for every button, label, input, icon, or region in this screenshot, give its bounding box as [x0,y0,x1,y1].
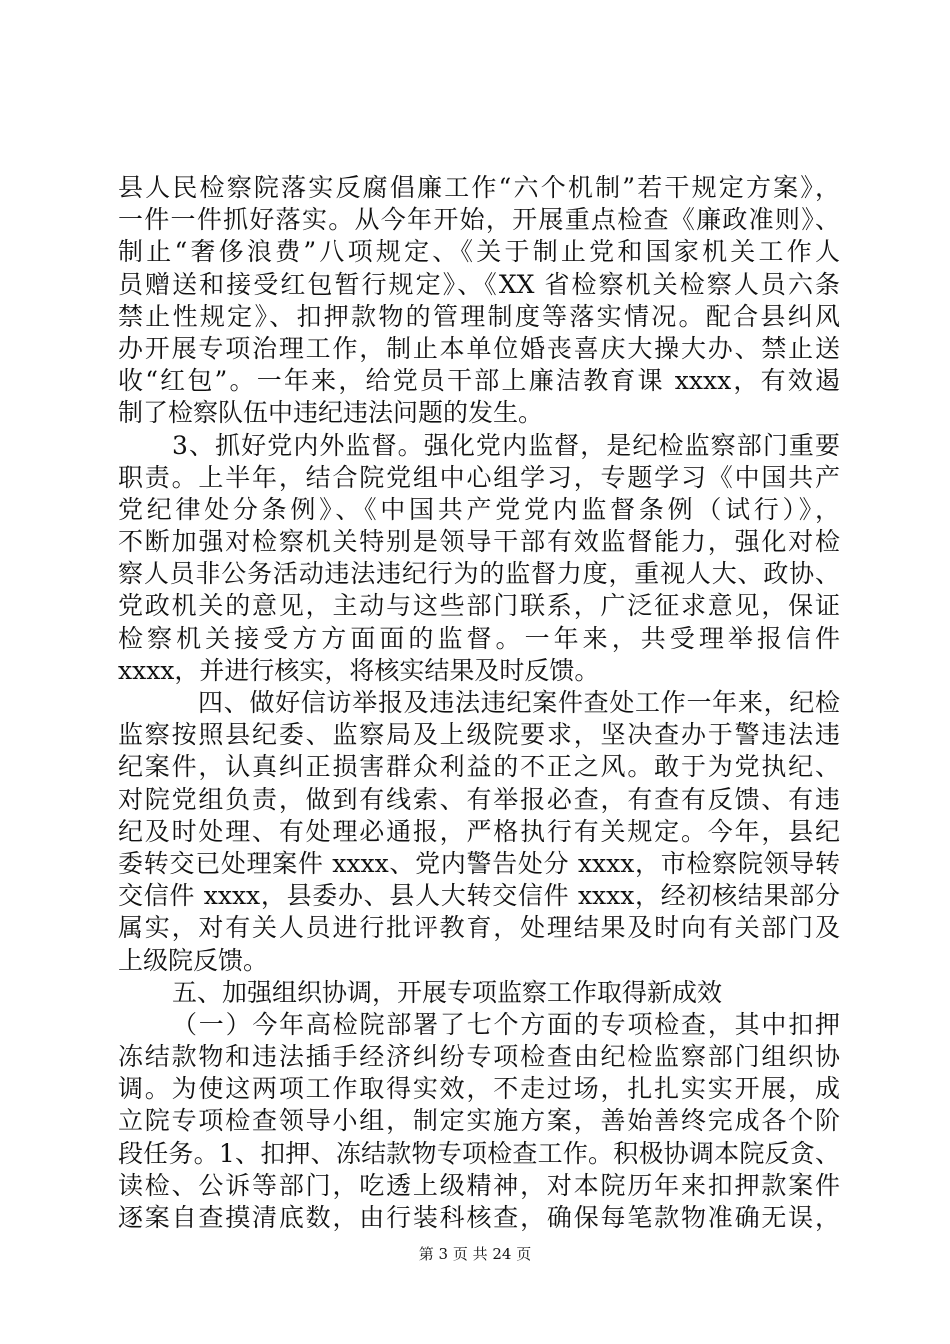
text-line: （一）今年高检院部署了七个方面的专项检查，其中扣押 [172,1009,840,1039]
text-line: 收“红包”。一年来，给党员干部上廉洁教育课 xxxx，有效遏 [118,366,840,396]
text-line: 3、抓好党内外监督。强化党内监督，是纪检监察部门重要 [172,430,840,460]
text-line: 属实，对有关人员进行批评教育，处理结果及时向有关部门及 [118,913,840,943]
text-line: 冻结款物和违法插手经济纠纷专项检查由纪检监察部门组织协 [118,1042,840,1072]
text-line: 逐案自查摸清底数，由行装科核查，确保每笔款物准确无误， [118,1203,840,1232]
text-line: 对院党组负责，做到有线索、有举报必查，有查有反馈、有违 [118,784,840,814]
text-line: 职责。上半年，结合院党组中心组学习，专题学习《中国共产 [118,462,840,492]
text-line: 禁止性规定》、扣押款物的管理制度等落实情况。配合县纠风 [118,301,840,331]
text-line: 立院专项检查领导小组，制定实施方案，善始善终完成各个阶 [118,1106,840,1136]
text-line: 员赠送和接受红包暂行规定》、《XX 省检察机关检察人员六条 [118,269,840,299]
text-line: 四、做好信访举报及违法违纪案件查处工作一年来，纪检 [198,688,840,717]
text-line: 党政机关的意见，主动与这些部门联系，广泛征求意见，保证 [118,591,840,621]
text-line: 调。为使这两项工作取得实效，不走过场，扎扎实实开展，成 [118,1074,840,1104]
page-number-footer: 第 3 页 共 24 页 [418,1245,532,1263]
text-line: 党纪律处分条例》、《中国共产党党内监督条例（试行）》， [118,494,840,524]
text-line: 纪及时处理、有处理必通报，严格执行有关规定。今年，县纪 [118,816,840,846]
section-heading: 五、加强组织协调，开展专项监察工作取得新成效 [172,977,723,1007]
text-line: 制止“奢侈浪费”八项规定、《关于制止党和国家机关工作人 [118,237,840,267]
text-line: 察人员非公务活动违法违纪行为的监督力度，重视人大、政协、 [118,559,840,589]
text-line: 不断加强对检察机关特别是领导干部有效监督能力，强化对检 [118,527,840,557]
text-line: xxxx，并进行核实，将核实结果及时反馈。 [118,655,600,685]
text-line: 段任务。1、扣押、冻结款物专项检查工作。积极协调本院反贪、 [118,1138,840,1168]
text-line: 读检、公诉等部门，吃透上级精神，对本院历年来扣押款案件 [118,1170,840,1200]
body-text [118,172,840,1234]
text-line: 办开展专项治理工作，制止本单位婚丧喜庆大操大办、禁止送 [118,333,840,363]
text-line: 检察机关接受方方面面的监督。一年来，共受理举报信件 [118,623,840,653]
text-line: 上级院反馈。 [118,945,269,975]
text-line: 县人民检察院落实反腐倡廉工作“六个机制”若干规定方案》， [118,173,840,202]
text-line: 委转交已处理案件 xxxx、党内警告处分 xxxx，市检察院领导转 [118,848,840,878]
text-line: 制了检察队伍中违纪违法问题的发生。 [118,398,544,428]
text-line: 交信件 xxxx，县委办、县人大转交信件 xxxx，经初核结果部分 [118,881,840,911]
text-line: 监察按照县纪委、监察局及上级院要求，坚决查办于警违法违 [118,720,840,750]
text-line: 一件一件抓好落实。从今年开始，开展重点检查《廉政准则》、 [118,205,840,235]
text-line: 纪案件，认真纠正损害群众利益的不正之风。敢于为党执纪、 [118,752,840,782]
